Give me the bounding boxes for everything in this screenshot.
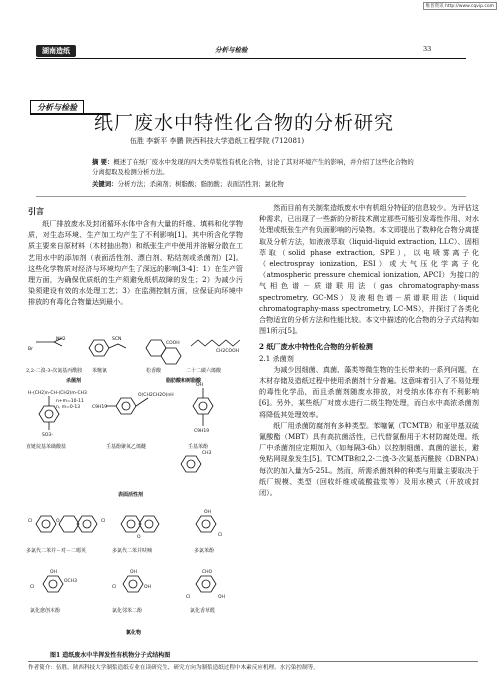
- column-tag: 分析与检验: [30, 100, 84, 115]
- label-biocides: 杀菌剂: [66, 378, 82, 384]
- section-2-1-title: 2.1 杀菌剂: [259, 353, 294, 363]
- label-nonylphenol: 壬基苯酚: [188, 444, 209, 450]
- footnote: 作者简介：伍胜，陕西科技大学制浆造纸专业在读研究生，研究方向为制浆造纸过程中木素反应机理、水污染控制等。: [28, 665, 319, 671]
- label-dha: 二十二碳六烯酸: [186, 368, 222, 374]
- formula-oh-e: OH: [144, 585, 151, 590]
- dioxin-ring-3: [77, 516, 97, 532]
- label-pcp: 多氯苯酚: [194, 548, 215, 554]
- formula-cl-f: Cl: [186, 595, 191, 600]
- formula-so3: SO3-: [42, 433, 53, 438]
- label-pcdd: 多氯代二苯并－对－二噁英: [26, 548, 87, 554]
- dioxin-ring-1: [36, 516, 56, 532]
- formula-peo: O(CH2CH2O)nH: [138, 393, 174, 398]
- keywords: [92, 179, 417, 188]
- label-abietic: 松香酸: [146, 368, 162, 374]
- intro-paragraph: 纸厂排放废水及封闭循环水体中含有大量的纤维、填料和化学物质，对生态环境、生产加工均产生了不利影响[1]。其中所含化学物质主要来自原材料（木材抽出物）和纸张生产中使用并溶解分散在工艺用水中的添加剂（表面活性剂、漂白剂、粘结剂或杀菌剂）[2]。这些化学物质对经济与环境均产生了深远的影响[3-4]：1）在生产管理方面，为确保优质纸的生产须避免纸机故障的发生；2）为减少污染须建设有效的水处理工艺；3）在监测控制方面，应保证向环境中排放的有毒化合物量达到最小。: [28, 219, 243, 307]
- tcmtb-ring: [89, 340, 109, 356]
- section-2-title: 2 纸厂废水中特性化合物的分析检测: [259, 342, 373, 352]
- furan-ring-2: [139, 516, 159, 532]
- formula-c9h19-a: C9H19: [92, 405, 108, 410]
- label-pcdf: 多氯代二苯并呋喃: [112, 548, 153, 554]
- right-paragraph: 然而目前有关制浆造纸废水中有机组分特征的信息较少。为评估这种需求，已出现了一些新的分析技术测定那些可能引发毒性作用、对水处理或纸张生产有负面影响的污染物。本文即提出了数种化合物分离提取及分析方法，如液液萃取（liquid-liquid extraction, LLC）、固相萃取（solid phase extraction, SPE），以电喷雾离子化（electrospray ionization, ESI）或大气压化学离子化（atmospheric pressure chemical ionization, APCI）为接口的气相色谱－质谱联用法（gas chromatography-mass spectrometry, GC-MS）及液相色谱－质谱联用法（liquid chromatography-mass spectrometry, LC-MS），并探讨了各类化合物适宜的分析方法和性能比较。本文中描述的化合物的分子式结构如图1所示[5]。: [259, 203, 479, 336]
- label-chloroguaiacol: 氯化愈创木酚: [30, 608, 61, 614]
- header-rule: [36, 58, 466, 59]
- formula-scn: SCN: [112, 337, 122, 342]
- abietic-ring-2: [161, 348, 181, 364]
- formula-cl-d: Cl: [30, 585, 35, 590]
- vanillin-ring: [196, 576, 216, 592]
- formula-nm-sum: n+m=10-11: [56, 399, 84, 404]
- abstract: [92, 157, 417, 177]
- label-las: 直链烷基苯磺酸盐: [26, 444, 67, 450]
- label-npeo: 壬基酚聚氧乙烯醚: [106, 444, 147, 450]
- right-column: [259, 202, 479, 498]
- running-title: 分析与检验: [215, 46, 248, 54]
- formula-nm-range: n, m=0-13: [56, 405, 81, 410]
- formula-br: Br: [28, 347, 33, 352]
- label-surfactants: 表面活性剂: [118, 492, 144, 498]
- formula-oh-d: OH: [130, 570, 137, 575]
- formula-oh-c: OH: [50, 570, 57, 575]
- catechol-ring: [123, 576, 143, 592]
- structure-figure: [26, 336, 248, 653]
- formula-o-a: O: [56, 519, 60, 524]
- formula-ch2cooh: CH2COOH: [216, 349, 239, 354]
- formula-o-b: O: [137, 535, 141, 540]
- section-2-1-paragraph: 为减少因细菌、真菌、藻类等微生物的生长带来的一系列问题，在木材存储及造纸过程中使用杀菌剂十分普遍。这意味着引入了不易处理的毒性化学品，而且杀菌剂随废水排放，对受纳水体亦有不利影响[6]。另外，某些纸厂对废水进行二级生物处理，而白水中高浓杀菌剂将降低其处理效率。: [259, 364, 479, 419]
- page-number: 33: [423, 45, 432, 53]
- formula-nh2: NH2: [56, 337, 66, 342]
- chlorophenol-ring: [196, 516, 216, 532]
- label-chlorinated: 氯化物: [126, 630, 142, 636]
- watermark: 维普资讯 http://www.cqvip.com: [423, 2, 497, 10]
- formula-cl-c: Cl: [218, 533, 223, 538]
- article-title: 纸厂废水中特性化合物的分析研究: [94, 112, 395, 134]
- guaiacol-ring: [43, 576, 63, 592]
- figure-caption: 图1 造纸废水中半挥发性有机物分子式结构图: [50, 652, 171, 659]
- label-chlorovanillin: 氯化香草醛: [190, 608, 216, 614]
- formula-cl-b: Cl: [101, 519, 106, 524]
- dioxin-ring-2: [59, 516, 79, 532]
- abstract-rule: [36, 196, 466, 197]
- formula-och3: OCH3: [64, 579, 77, 584]
- label-chlorocatechol: 氯化邻苯二酚: [112, 608, 143, 614]
- footnote-rule: [28, 661, 478, 662]
- npeo-ring: [116, 398, 136, 414]
- formula-oh-a: OH: [196, 383, 203, 388]
- formula-cl-e: Cl: [112, 585, 117, 590]
- label-fatty-resin-acids: 脂肪酸和树脂酸: [166, 378, 202, 384]
- section-2-1-paragraph: 纸厂用杀菌防腐剂有多种类型。苯噻氰（TCMTB）和亚甲基双硫氰酸酯（MBT）具有高抗菌活性，已代替氯酚用于木材防腐处理。纸厂中杀菌剂应定期加入（如每隔3-6h）以控制细菌、真菌的滋长，避免粘网现象发生[5]。TCMTB和2,2-二溴-3-次氮基丙酰胺（DBNPA）每次的加入量为5-25L。然而，所需杀菌剂种的种类与用量主要取决于纸厂规模、类型（回收纤维或硫酸盐浆等）及用水模式（开放或封闭）。: [259, 420, 479, 498]
- formula-oh-f: OH: [218, 595, 225, 600]
- formula-cooh: COOH: [166, 341, 180, 346]
- keywords-text: 分析方法；杀菌剂；树脂酸；脂肪酸；表面活性剂；氯化物: [117, 180, 284, 188]
- dha-chain: [191, 340, 240, 346]
- nonylphenol-ring: [193, 398, 213, 414]
- formula-c9h19-b: C9H19: [194, 429, 210, 434]
- formula-ch3: CH3: [202, 451, 212, 456]
- formula-cl-a: Cl: [28, 519, 33, 524]
- abstract-text: 概述了在纸厂废水中发现的四大类草浆性有机化合物，讨论了其对环境产生的影响，并介绍了这些化合物的分离提取及检测分析方法。: [92, 158, 414, 176]
- label-tcmtb: 苯噻氰: [92, 368, 108, 374]
- journal-tag: 湖南造纸: [36, 45, 76, 57]
- left-column: [28, 218, 243, 308]
- formula-cho: CHO: [202, 570, 213, 575]
- chloro-ring-a: [181, 456, 201, 472]
- keywords-label: 关键词：: [92, 180, 118, 188]
- article-authors: 伍胜 李新平 李鹏 陕西科技大学造纸工程学院 (712081): [130, 137, 305, 145]
- abietic-ring-1: [146, 340, 166, 356]
- abstract-label: 摘 要：: [92, 158, 114, 166]
- label-dbnpa: 2,2-二溴-3-次氮基丙酰胺: [26, 368, 83, 374]
- furan-ring-1: [121, 516, 141, 532]
- formula-las-chain: H-(CH2)n-CH-(CH2)m-CH3: [28, 391, 87, 396]
- intro-heading: 引言: [28, 206, 44, 216]
- formula-oh-b: OH: [204, 510, 211, 515]
